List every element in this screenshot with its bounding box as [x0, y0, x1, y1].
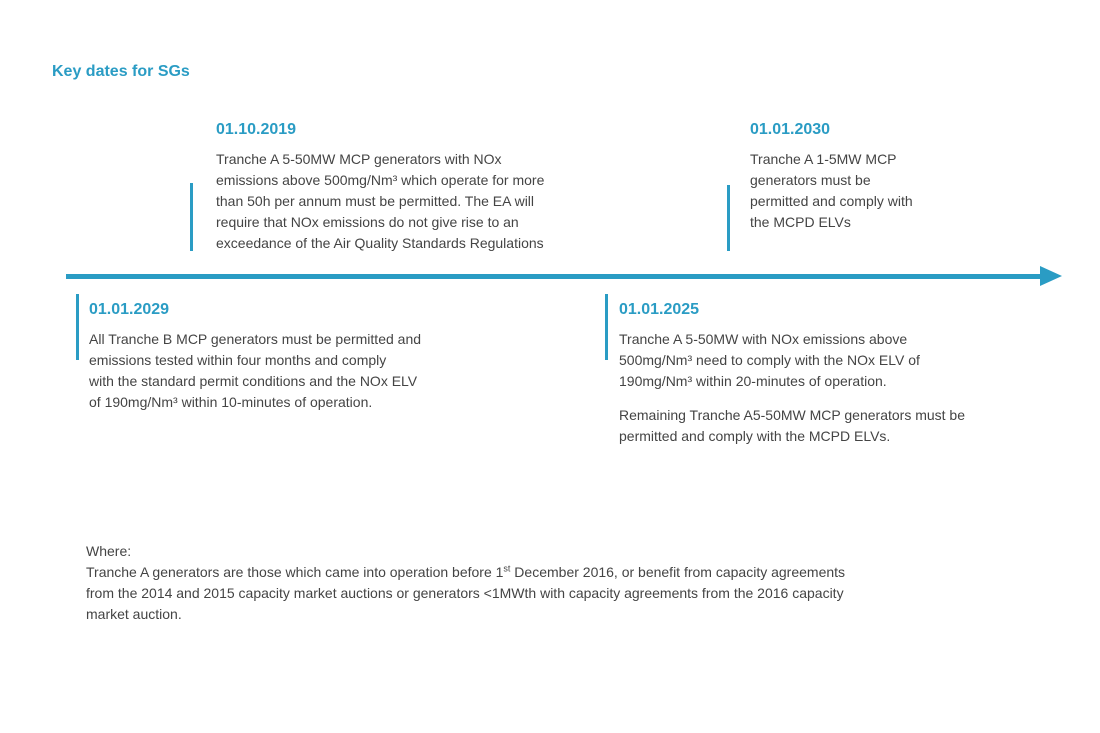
event-date: 01.01.2025 — [619, 301, 700, 318]
footnote-text: Tranche A generators are those which came into operation before 1 — [86, 564, 504, 580]
event-marker-01-01-2029 — [76, 294, 79, 360]
event-description — [89, 329, 559, 413]
event-line: Tranche A 1-5MW MCP — [750, 151, 897, 167]
footnote-line: from the 2014 and 2015 capacity market auctions or generators <1MWth with capacity agreements from the 2016 capacity — [86, 585, 844, 601]
event-marker-01-10-2019 — [190, 183, 193, 251]
event-01-10-2019 — [216, 121, 676, 254]
footnote-heading: Where: — [86, 543, 132, 559]
event-01-01-2025 — [619, 301, 1059, 447]
event-line: with the standard permit conditions and the NOx ELV — [89, 373, 418, 389]
event-line: emissions tested within four months and comply — [89, 352, 387, 368]
event-date: 01.01.2030 — [750, 121, 831, 138]
event-line: exceedance of the Air Quality Standards Regulations — [216, 235, 544, 251]
event-line: All Tranche B MCP generators must be permitted and — [89, 331, 422, 347]
event-line: than 50h per annum must be permitted. The EA will — [216, 193, 535, 209]
event-line: Remaining Tranche A5-50MW MCP generators must be — [619, 407, 966, 423]
event-line: 500mg/Nm³ need to comply with the NOx ELV of — [619, 352, 920, 368]
event-line: generators must be — [750, 172, 871, 188]
event-paragraph — [619, 329, 1059, 392]
event-marker-01-01-2025 — [605, 294, 608, 360]
event-date: 01.01.2029 — [89, 301, 170, 318]
event-01-01-2030 — [750, 121, 1050, 233]
event-paragraph — [619, 405, 1059, 447]
event-01-01-2029 — [89, 301, 559, 413]
event-line: emissions above 500mg/Nm³ which operate for more — [216, 172, 545, 188]
event-line: of 190mg/Nm³ within 10-minutes of operation. — [89, 394, 373, 410]
footnote-line — [86, 562, 1036, 583]
footnote-text: December 2016, or benefit from capacity agreements — [510, 564, 846, 580]
event-date: 01.10.2019 — [216, 121, 297, 138]
event-line: 190mg/Nm³ within 20-minutes of operation. — [619, 373, 887, 389]
event-line: Tranche A 5-50MW MCP generators with NOx — [216, 151, 502, 167]
event-description — [216, 149, 676, 254]
timeline-arrowhead — [1040, 266, 1062, 286]
event-description — [750, 149, 1050, 233]
event-line: require that NOx emissions do not give rise to an — [216, 214, 519, 230]
event-line: the MCPD ELVs — [750, 214, 851, 230]
event-description — [619, 329, 1059, 447]
event-marker-01-01-2030 — [727, 185, 730, 251]
event-line: permitted and comply with the MCPD ELVs. — [619, 428, 891, 444]
event-line: Tranche A 5-50MW with NOx emissions above — [619, 331, 908, 347]
footnote-line: market auction. — [86, 606, 182, 622]
event-line: permitted and comply with — [750, 193, 913, 209]
page-title: Key dates for SGs — [52, 63, 190, 80]
timeline-axis — [66, 274, 1042, 279]
footnote-superscript: st — [503, 563, 511, 574]
footnote — [86, 541, 1036, 625]
